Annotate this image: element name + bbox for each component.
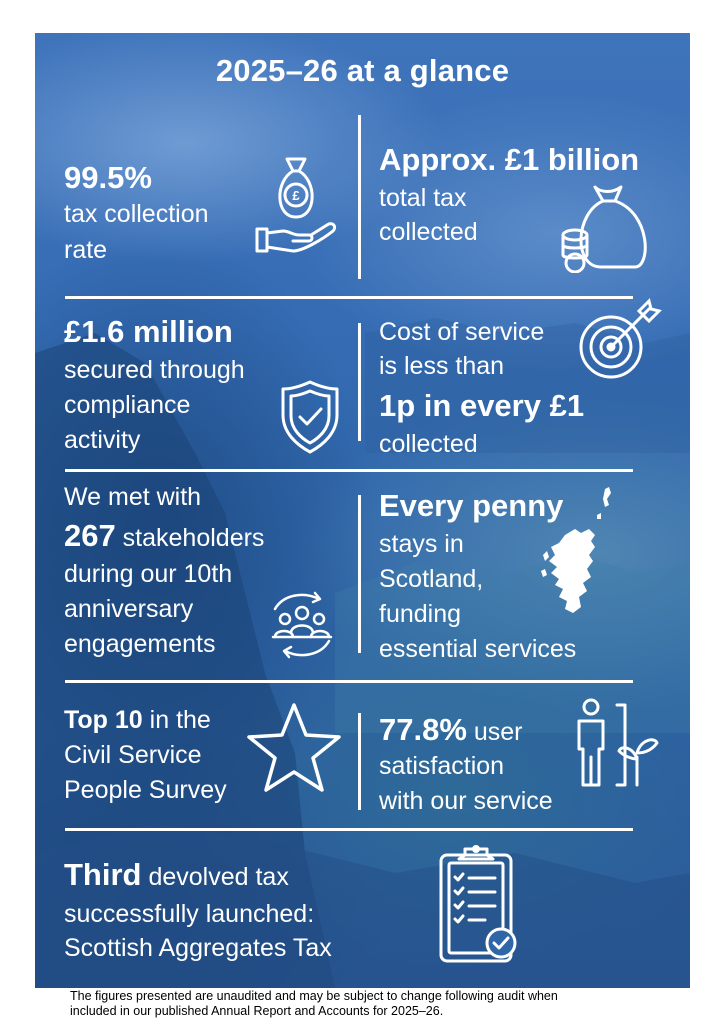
- people-group-icon: [263, 589, 341, 661]
- total-tax-line1: total tax: [379, 184, 467, 212]
- stakeholders-line3: anniversary: [64, 595, 194, 623]
- stakeholders-line2: during our 10th: [64, 560, 233, 588]
- every-penny-line2: Scotland,: [379, 565, 484, 593]
- money-bag-in-hand-icon: [253, 151, 339, 261]
- divider-vertical-2: [358, 323, 361, 441]
- infographic-panel: [35, 33, 690, 988]
- page-title: 2025–26 at a glance: [215, 53, 510, 88]
- compliance-line1: secured through: [64, 356, 245, 384]
- collection-rate-line1: tax collection: [64, 200, 209, 228]
- survey-value-suffix: in the: [142, 706, 211, 734]
- stakeholders-value-row: [64, 519, 264, 555]
- stakeholders-value-suffix: stakeholders: [115, 524, 265, 552]
- footnote: [70, 989, 710, 1019]
- survey-value: Top 10: [64, 706, 143, 734]
- divider-horizontal-3: [65, 680, 633, 683]
- every-penny-value: Every penny: [379, 488, 564, 523]
- target-arrow-icon: [577, 297, 663, 381]
- every-penny-line4: essential services: [379, 635, 577, 663]
- third-tax-value-suffix: devolved tax: [141, 863, 289, 891]
- footnote-line1: The figures presented are unaudited and may be subject to change following audit when: [70, 989, 558, 1003]
- satisfaction-value-suffix: user: [466, 718, 523, 746]
- cost-line3: collected: [379, 430, 478, 458]
- compliance-line3: activity: [64, 426, 141, 454]
- cost-value: 1p in every £1: [379, 388, 585, 423]
- stakeholders-line1: We met with: [64, 483, 202, 511]
- third-tax-line2: Scottish Aggregates Tax: [64, 934, 332, 962]
- third-tax-value-row: [64, 858, 289, 894]
- clipboard-checklist-icon: [435, 843, 525, 967]
- satisfaction-value: 77.8%: [379, 712, 467, 747]
- total-tax-line2: collected: [379, 218, 478, 246]
- star-icon: [245, 699, 343, 797]
- divider-vertical-1: [358, 115, 361, 279]
- money-bag-coins-icon: [559, 183, 651, 273]
- cost-line2: is less than: [379, 352, 505, 380]
- svg-text:£: £: [292, 188, 300, 203]
- collection-rate-line2: rate: [64, 236, 108, 264]
- third-tax-line1: successfully launched:: [64, 900, 315, 928]
- cost-line1: Cost of service: [379, 318, 545, 346]
- satisfaction-value-row: [379, 713, 523, 749]
- collection-rate-value: 99.5%: [64, 160, 152, 195]
- divider-horizontal-1: [65, 296, 633, 299]
- divider-horizontal-4: [65, 828, 633, 831]
- satisfaction-line2: with our service: [379, 787, 553, 815]
- divider-horizontal-2: [65, 469, 633, 472]
- third-tax-value: Third: [64, 857, 142, 892]
- survey-line1: Civil Service: [64, 741, 202, 769]
- scotland-map-icon: [535, 485, 615, 617]
- shield-check-icon: [279, 379, 341, 455]
- every-penny-line3: funding: [379, 600, 462, 628]
- satisfaction-line1: satisfaction: [379, 752, 505, 780]
- footnote-line2: included in our published Annual Report and Accounts for 2025–26.: [70, 1004, 444, 1018]
- stakeholders-line4: engagements: [64, 630, 216, 658]
- person-plant-icon: [571, 697, 663, 789]
- compliance-line2: compliance: [64, 391, 191, 419]
- total-tax-value: Approx. £1 billion: [379, 142, 640, 177]
- survey-value-row: [64, 703, 211, 737]
- compliance-value: £1.6 million: [64, 314, 233, 349]
- every-penny-line1: stays in: [379, 530, 464, 558]
- divider-vertical-4: [358, 713, 361, 810]
- survey-line2: People Survey: [64, 776, 227, 804]
- stakeholders-value: 267: [64, 518, 116, 553]
- divider-vertical-3: [358, 495, 361, 653]
